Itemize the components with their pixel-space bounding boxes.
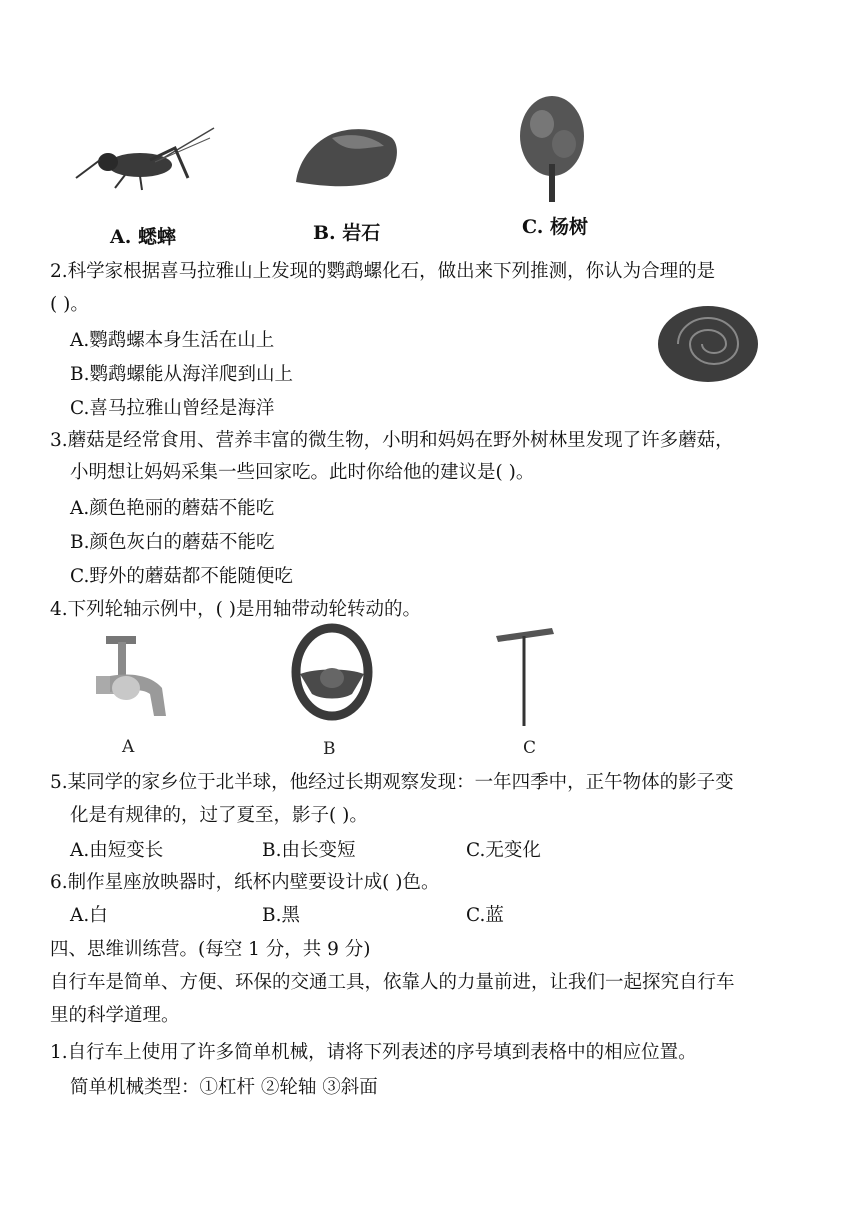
q5-stem-line2: 化是有规律的，过了夏至，影子( )。 bbox=[70, 805, 368, 826]
section4-q1-types: 简单机械类型：①杠杆 ②轮轴 ③斜面 bbox=[70, 1077, 378, 1098]
q1-option-b-caption: B. 岩石 bbox=[313, 222, 381, 244]
bamboo-dragonfly-icon bbox=[494, 626, 556, 728]
poplar-tree-icon bbox=[516, 94, 588, 204]
q5-stem-line1: 5.某同学的家乡位于北半球，他经过长期观察发现：一年四季中，正午物体的影子变 bbox=[50, 772, 734, 793]
steering-wheel-icon bbox=[292, 624, 372, 728]
q4-option-a-caption: A bbox=[122, 737, 135, 757]
section4-intro-line1: 自行车是简单、方便、环保的交通工具，依靠人的力量前进，让我们一起探究自行车 bbox=[50, 972, 735, 993]
q3-stem-line2: 小明想让妈妈采集一些回家吃。此时你给他的建议是( )。 bbox=[70, 462, 535, 483]
cricket-icon bbox=[70, 120, 220, 200]
q3-option-b: B.颜色灰白的蘑菇不能吃 bbox=[70, 532, 275, 553]
q3-option-c: C.野外的蘑菇都不能随便吃 bbox=[70, 566, 293, 587]
water-faucet-icon bbox=[92, 632, 178, 724]
section4-q1-stem: 1.自行车上使用了许多简单机械，请将下列表述的序号填到表格中的相应位置。 bbox=[50, 1042, 697, 1063]
q5-option-c: C.无变化 bbox=[466, 840, 541, 861]
q5-option-b: B.由长变短 bbox=[262, 840, 356, 861]
q4-stem: 4.下列轮轴示例中，( )是用轴带动轮转动的。 bbox=[50, 599, 421, 620]
q6-option-b: B.黑 bbox=[262, 905, 300, 926]
q6-stem: 6.制作星座放映器时，纸杯内壁要设计成( )色。 bbox=[50, 872, 440, 893]
q2-option-b: B.鹦鹉螺能从海洋爬到山上 bbox=[70, 364, 293, 385]
q1-option-c-caption: C. 杨树 bbox=[522, 216, 589, 238]
q3-option-a: A.颜色艳丽的蘑菇不能吃 bbox=[70, 498, 275, 519]
rock-icon bbox=[292, 124, 402, 194]
q4-option-b-caption: B bbox=[323, 739, 336, 759]
q2-stem-line1: 2.科学家根据喜马拉雅山上发现的鹦鹉螺化石，做出来下列推测，你认为合理的是 bbox=[50, 261, 716, 282]
q2-option-c: C.喜马拉雅山曾经是海洋 bbox=[70, 398, 275, 419]
q6-option-c: C.蓝 bbox=[466, 905, 504, 926]
section4-title: 四、思维训练营。(每空 1 分，共 9 分) bbox=[50, 939, 371, 960]
q1-option-a-caption: A. 蟋蟀 bbox=[110, 226, 176, 248]
q4-option-c-caption: C bbox=[523, 738, 537, 758]
ammonite-fossil-icon bbox=[656, 302, 760, 384]
q2-option-a: A.鹦鹉螺本身生活在山上 bbox=[70, 330, 275, 351]
q3-stem-line1: 3.蘑菇是经常食用、营养丰富的微生物，小明和妈妈在野外树林里发现了许多蘑菇， bbox=[50, 430, 734, 451]
q5-option-a: A.由短变长 bbox=[70, 840, 164, 861]
q2-stem-line2: ( )。 bbox=[50, 294, 89, 315]
section4-intro-line2: 里的科学道理。 bbox=[50, 1005, 180, 1026]
q6-option-a: A.白 bbox=[70, 905, 108, 926]
